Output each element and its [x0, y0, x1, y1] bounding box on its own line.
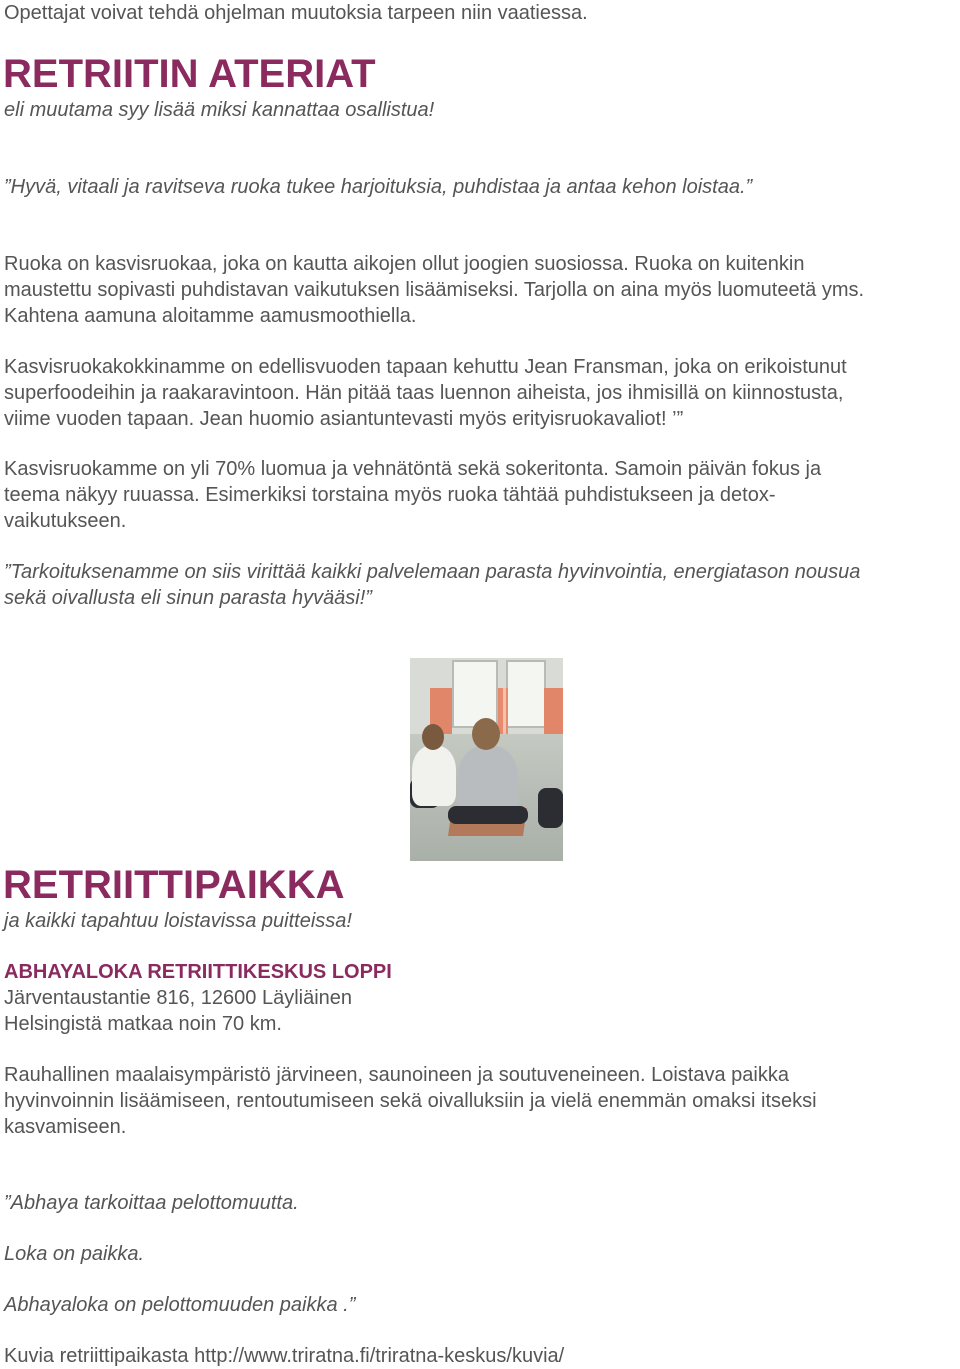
- venue-description-line: kasvamiseen.: [4, 1116, 127, 1138]
- abhaya-quote: ”Abhaya tarkoittaa pelottomuutta.: [4, 1192, 299, 1214]
- venue-name: ABHAYALOKA RETRIITTIKESKUS LOPPI: [4, 961, 392, 983]
- venue-address: Järventaustantie 816, 12600 Läyliäinen: [4, 987, 353, 1009]
- meditation-hall-photo: [410, 658, 563, 861]
- venue-description-line: Rauhallinen maalaisympäristö järvineen, saunoineen ja soutuveneineen. Loistava paikka: [4, 1064, 789, 1086]
- organic-paragraph-line: vaikutukseen.: [4, 510, 127, 532]
- abhayaloka-quote: Abhayaloka on pelottomuuden paikka .”: [4, 1294, 356, 1316]
- chef-paragraph-line: Kasvisruokakokkinamme on edellisvuoden tapaan kehuttu Jean Fransman, joka on erikoistunut: [4, 356, 847, 378]
- chef-paragraph-line: superfoodeihin ja raakaravintoon. Hän pitää taas luennon aiheista, jos ihmisillä on kiinnostusta,: [4, 382, 844, 404]
- pictures-link-line[interactable]: Kuvia retriittipaikasta http://www.triratna.fi/triratna-keskus/kuvia/: [4, 1345, 565, 1367]
- food-paragraph-line: Ruoka on kasvisruokaa, joka on kautta aikojen ollut joogien suosiossa. Ruoka on kuitenkin: [4, 253, 805, 275]
- meals-heading: RETRIITIN ATERIAT: [3, 52, 376, 96]
- food-quote: ”Hyvä, vitaali ja ravitseva ruoka tukee harjoituksia, puhdistaa ja antaa kehon loistaa.”: [4, 176, 753, 198]
- venue-heading: RETRIITTIPAIKKA: [3, 863, 345, 907]
- venue-distance: Helsingistä matkaa noin 70 km.: [4, 1013, 282, 1035]
- food-paragraph-line: maustettu sopivasti puhdistavan vaikutuksen lisäämiseksi. Tarjolla on aina myös luomuteetä yms.: [4, 279, 865, 301]
- venue-subheading: ja kaikki tapahtuu loistavissa puitteissa!: [4, 910, 352, 932]
- organic-paragraph-line: teema näkyy ruuassa. Esimerkiksi torstaina myös ruoka tähtää puhdistukseen ja detox-: [4, 484, 776, 506]
- purpose-quote-line: sekä oivallusta eli sinun parasta hyvääsi!”: [4, 587, 372, 609]
- chef-paragraph-line: viime vuoden tapaan. Jean huomio asiantuntevasti myös erityisruokavaliot! ’”: [4, 408, 684, 430]
- venue-description-line: hyvinvoinnin lisäämiseen, rentoutumiseen sekä oivalluksiin ja vielä enemmän omaksi itseksi: [4, 1090, 817, 1112]
- purpose-quote-line: ”Tarkoituksenamme on siis virittää kaikki palvelemaan parasta hyvinvointia, energiatason nousua: [4, 561, 861, 583]
- loka-quote: Loka on paikka.: [4, 1243, 145, 1265]
- food-paragraph-line: Kahtena aamuna aloitamme aamusmoothiella.: [4, 305, 417, 327]
- intro-text: Opettajat voivat tehdä ohjelman muutoksia tarpeen niin vaatiessa.: [4, 2, 588, 24]
- organic-paragraph-line: Kasvisruokamme on yli 70% luomua ja vehnätöntä sekä sokeritonta. Samoin päivän fokus ja: [4, 458, 822, 480]
- meals-subheading: eli muutama syy lisää miksi kannattaa osallistua!: [4, 99, 435, 121]
